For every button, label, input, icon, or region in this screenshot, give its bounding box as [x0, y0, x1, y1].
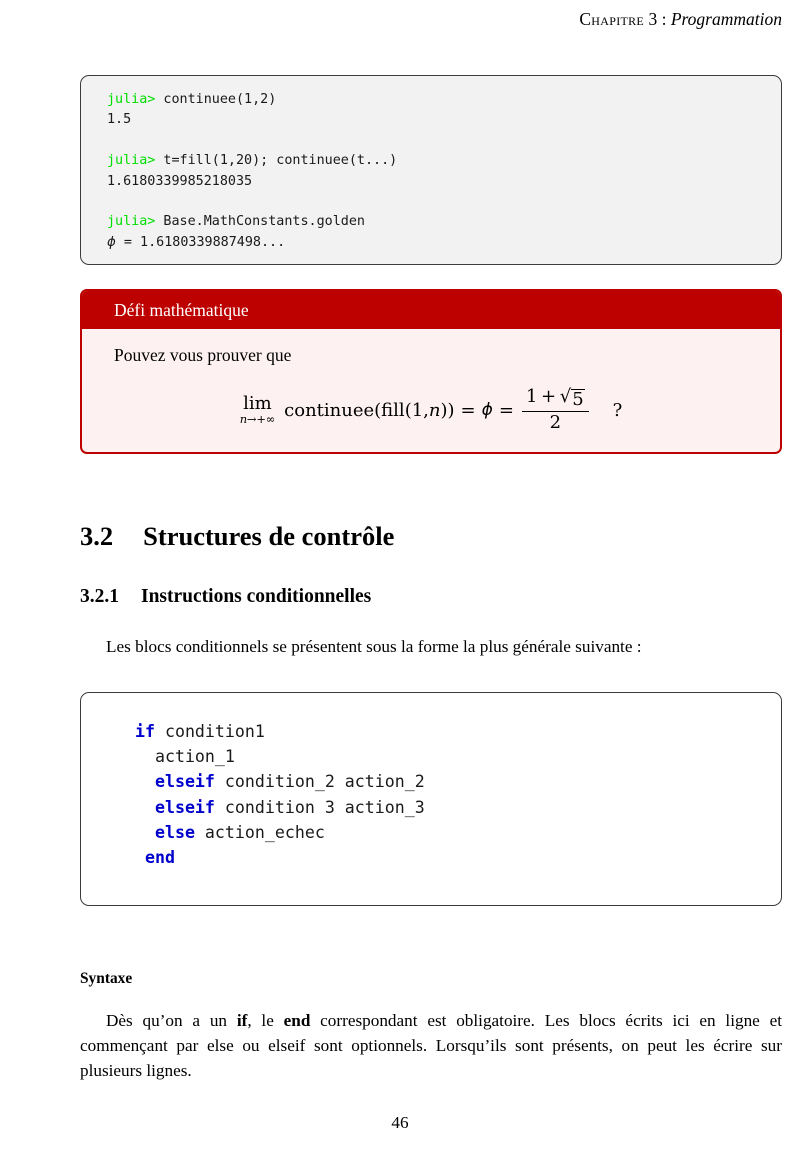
keyword-elseif: elseif: [154, 772, 215, 792]
subsection-title: Instructions conditionnelles: [141, 586, 372, 607]
syntaxe-paragraph: [80, 1008, 782, 1083]
keyword-elseif: elseif: [154, 797, 215, 817]
code-text: continuee(1,2): [155, 92, 277, 107]
keyword-else: else: [154, 822, 195, 842]
julia-prompt: julia>: [107, 153, 156, 169]
code-text: action_1: [154, 747, 235, 767]
paragraph-text: Les blocs conditionnels se présentent sous la forme la plus générale suivante :: [106, 637, 642, 656]
code-line: [115, 820, 781, 845]
radical-sign: √: [559, 386, 572, 407]
code-line: [115, 795, 781, 820]
code-line: [107, 90, 781, 110]
subsection-number: 3.2.1: [80, 586, 119, 607]
code-indent: [115, 848, 145, 867]
callout-title: Défi mathématique: [82, 291, 780, 329]
fraction-numerator: [522, 387, 589, 411]
running-header-chapter-number: 3: [648, 9, 658, 29]
intro-paragraph: [80, 634, 782, 659]
running-header: [80, 8, 782, 31]
if-syntax-code-block: [80, 692, 782, 906]
code-text: t=fill(1,20); continuee(t...): [155, 153, 398, 169]
section-title: Structures de contrôle: [143, 521, 395, 551]
syntaxe-heading: Syntaxe: [80, 970, 133, 987]
code-text: condition_2 action_2: [214, 772, 425, 792]
code-indent: [115, 823, 155, 842]
julia-prompt: julia>: [107, 214, 156, 230]
limit-subscript: n→+∞: [239, 411, 276, 426]
square-root: [560, 387, 585, 410]
formula-equals-2: =: [498, 399, 514, 421]
julia-prompt: julia>: [107, 92, 156, 107]
keyword-if: if: [134, 722, 155, 741]
code-line: [107, 233, 781, 253]
formula-equals-1: =: [460, 399, 476, 421]
inline-keyword-end: end: [283, 1011, 311, 1030]
inline-keyword-if: if: [236, 1011, 248, 1030]
code-line: [107, 110, 781, 130]
page-number: 46: [391, 1113, 409, 1132]
code-text: action_echec: [194, 822, 325, 842]
code-text: condition 3 action_3: [214, 797, 425, 817]
code-line-blank: [107, 131, 781, 151]
running-header-chapter-label: Chapitre: [579, 9, 645, 29]
defi-mathematique-callout: [80, 289, 782, 454]
code-output: 1.6180339985218035: [107, 173, 253, 189]
paragraph-text-part3: correspondant est obligatoire. Les blocs écrits ici en ligne et commençant par else ou elseif sont optionnels. Lorsqu’ils sont présents, on peut les écrire sur plusieurs lignes.: [80, 1011, 782, 1080]
numerator-one: 1: [525, 386, 538, 407]
code-line: [115, 769, 781, 794]
code-line: [115, 744, 781, 769]
paragraph-text-part2: , le: [247, 1011, 284, 1030]
code-line: [115, 719, 781, 744]
code-text: condition1: [154, 722, 265, 741]
code-line-blank: [107, 192, 781, 212]
limit-op-text: lim: [243, 392, 272, 414]
code-output: 1.5: [107, 112, 132, 128]
code-line: [107, 172, 781, 192]
code-indent: [115, 798, 155, 817]
phi-symbol: ϕ: [107, 234, 116, 250]
code-text: Base.MathConstants.golden: [155, 214, 365, 230]
radicand: 5: [572, 388, 584, 410]
subsection-heading: [80, 586, 371, 608]
section-heading: [80, 521, 394, 552]
code-indent: [115, 772, 155, 791]
formula-expression-var: n: [428, 399, 441, 421]
section-number: 3.2: [80, 521, 114, 551]
callout-text: Pouvez vous prouver que: [114, 345, 292, 365]
formula-expression-fn: continuee(fill(1,: [284, 399, 429, 421]
code-indent: [115, 747, 155, 766]
code-line: [107, 212, 781, 232]
keyword-end: end: [144, 848, 175, 868]
limit-operator: [239, 392, 276, 426]
code-output: = 1.6180339887498...: [115, 234, 286, 250]
numerator-plus: +: [541, 386, 557, 407]
paragraph-text-part1: Dès qu’on a un: [106, 1011, 237, 1030]
formula-expression-close: )): [440, 399, 455, 421]
golden-ratio-fraction: [522, 387, 589, 433]
limit-formula: [82, 387, 780, 433]
formula-row: [240, 387, 623, 433]
formula-phi: ϕ: [481, 400, 493, 421]
running-header-separator: :: [657, 9, 671, 29]
running-header-chapter-title: Programmation: [670, 9, 782, 29]
julia-repl-code-block: [80, 75, 782, 265]
code-indent: [115, 722, 135, 741]
code-line: [107, 151, 781, 171]
callout-body: [82, 329, 780, 452]
code-line: [115, 845, 781, 870]
fraction-denominator: 2: [549, 411, 562, 433]
question-mark: ?: [612, 399, 623, 421]
